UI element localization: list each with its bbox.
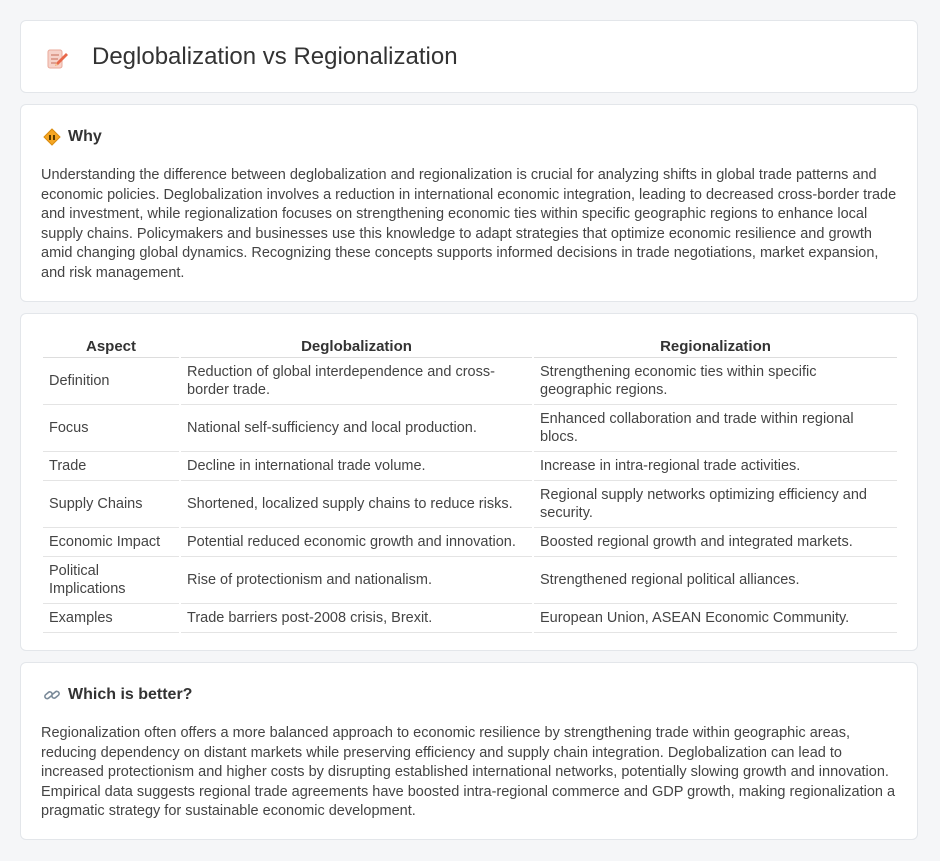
deglobalization-cell: Rise of protectionism and nationalism.: [181, 557, 532, 604]
table-row: [43, 528, 897, 557]
column-header-aspect: Aspect: [43, 334, 179, 358]
aspect-cell: Supply Chains: [43, 481, 179, 528]
table-row: [43, 358, 897, 405]
better-heading-row: [43, 685, 192, 705]
why-section: [20, 104, 918, 302]
comparison-table-card: [20, 313, 918, 651]
comparison-table: [41, 334, 899, 633]
why-text: Understanding the difference between deglobalization and regionalization is crucial for analyzing shifts in global trade patterns and economic policies. Deglobalization involves a reduction in international economic integration, leading to decreased cross-border trade and investment, while regionalization focuses on strengthening economic ties within specific geographic regions to enhance local supply chains. Policymakers and businesses use this knowledge to adapt strategies that optimize economic resilience and growth amid changing global dynamics. Recognizing these concepts supports informed decisions in trade negotiations, market expansion, and risk management.: [41, 167, 897, 281]
aspect-cell: Examples: [43, 604, 179, 633]
deglobalization-cell: National self-sufficiency and local production.: [181, 405, 532, 452]
table-row: [43, 481, 897, 528]
aspect-cell: Political Implications: [43, 557, 179, 604]
deglobalization-cell: Potential reduced economic growth and innovation.: [181, 528, 532, 557]
aspect-cell: Definition: [43, 358, 179, 405]
regionalization-cell: Increase in intra-regional trade activities.: [534, 452, 897, 481]
deglobalization-cell: Shortened, localized supply chains to reduce risks.: [181, 481, 532, 528]
aspect-cell: Economic Impact: [43, 528, 179, 557]
regionalization-cell: Strengthened regional political alliances.: [534, 557, 897, 604]
table-row: [43, 405, 897, 452]
link-icon: [43, 686, 61, 704]
document-pencil-icon: [47, 47, 69, 71]
better-text: Regionalization often offers a more balanced approach to economic resilience by strengthening trade within geographic areas, reducing dependency on distant markets while preserving efficiency and supply chain integration. Deglobalization can lead to increased protectionism and higher costs by disrupting established international networks, potentially slowing growth and innovation. Empirical data suggests regional trade agreements have boosted intra-regional commerce and GDP growth, making regionalization a pragmatic strategy for sustainable economic development.: [41, 725, 896, 819]
why-heading: Why: [68, 128, 102, 145]
which-is-better-section: [20, 662, 918, 840]
regionalization-cell: Boosted regional growth and integrated markets.: [534, 528, 897, 557]
page-title: Deglobalization vs Regionalization: [92, 43, 458, 70]
deglobalization-cell: Reduction of global interdependence and cross-border trade.: [181, 358, 532, 405]
deglobalization-cell: Decline in international trade volume.: [181, 452, 532, 481]
table-header-row: [43, 334, 897, 358]
table-row: [43, 452, 897, 481]
regionalization-cell: Enhanced collaboration and trade within regional blocs.: [534, 405, 897, 452]
column-header-deglobalization: Deglobalization: [181, 334, 532, 358]
better-heading: Which is better?: [68, 686, 193, 703]
regionalization-cell: Strengthening economic ties within specific geographic regions.: [534, 358, 897, 405]
why-heading-row: [43, 127, 102, 147]
deglobalization-cell: Trade barriers post-2008 crisis, Brexit.: [181, 604, 532, 633]
regionalization-cell: Regional supply networks optimizing efficiency and security.: [534, 481, 897, 528]
table-row: [43, 604, 897, 633]
aspect-cell: Focus: [43, 405, 179, 452]
table-row: [43, 557, 897, 604]
column-header-regionalization: Regionalization: [534, 334, 897, 358]
aspect-cell: Trade: [43, 452, 179, 481]
regionalization-cell: European Union, ASEAN Economic Community.: [534, 604, 897, 633]
header-card: [20, 20, 918, 93]
diamond-sign-icon: [43, 128, 61, 146]
